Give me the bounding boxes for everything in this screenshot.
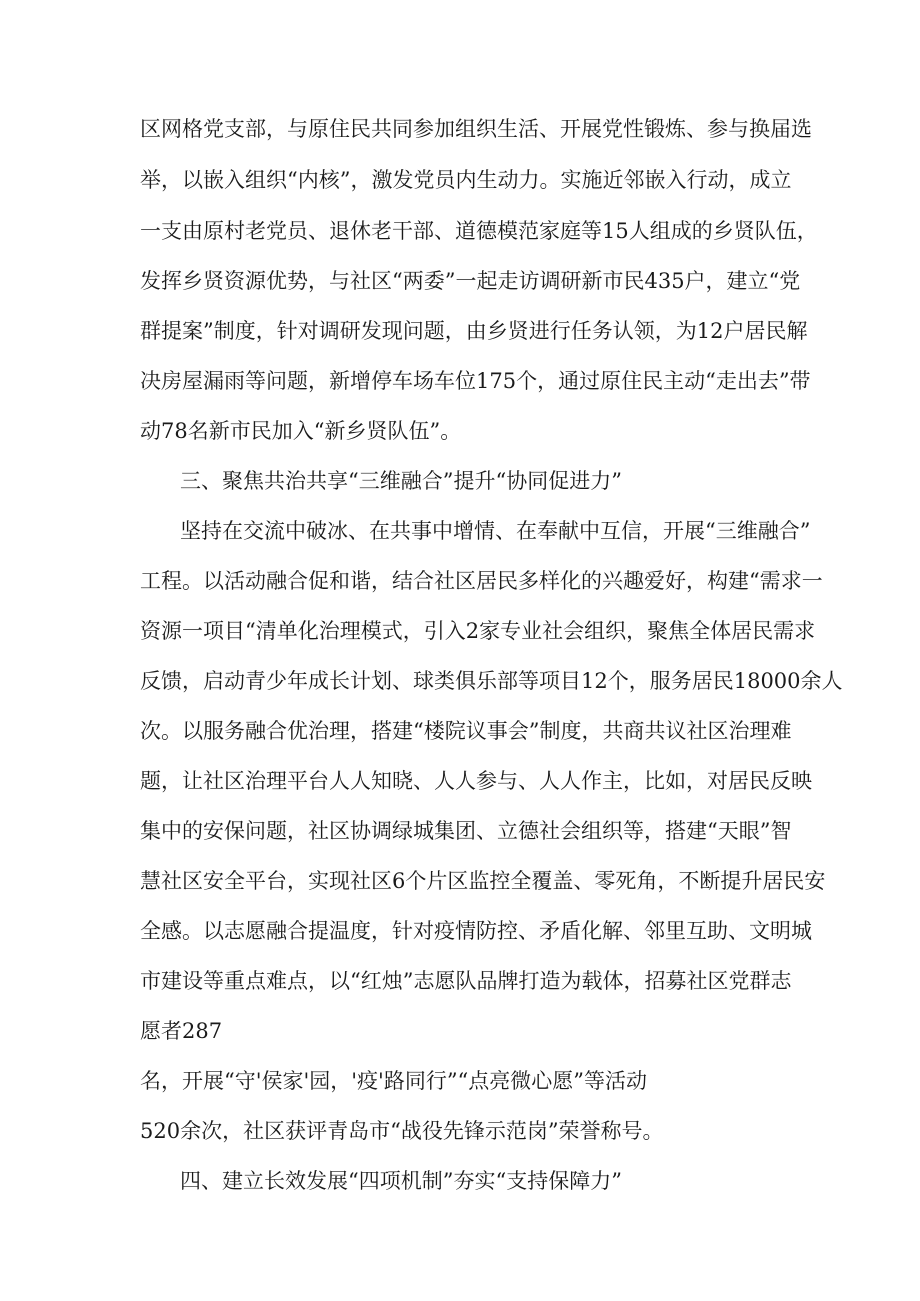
paragraph-line: 愿者287 [140,1019,223,1043]
paragraph-line: 次。以服务融合优治理，搭建“楼院议事会”制度，共商共议社区治理难 [140,719,792,743]
paragraph-line: 工程。以活动融合促和谐，结合社区居民多样化的兴趣爱好，构建“需求一 [140,569,823,593]
paragraph-line: 群提案”制度，针对调研发现问题，由乡贤进行任务认领，为12户居民解 [140,319,808,343]
paragraph-line: 慧社区安全平台，实现社区6个片区监控全覆盖、零死角，不断提升居民安 [140,869,826,893]
paragraph-line: 举，以嵌入组织“内核”，激发党员内生动力。实施近邻嵌入行动，成立 [140,168,792,192]
paragraph-line: 动78名新市民加入“新乡贤队伍”。 [140,419,462,443]
paragraph-line: 一支由原村老党员、退休老干部、道德模范家庭等15人组成的乡贤队伍， [140,219,818,243]
section-heading: 四、建立长效发展“四项机制”夯实“支持保障力” [180,1169,622,1193]
paragraph-line: 市建设等重点难点，以“红烛”志愿队品牌打造为载体，招募社区党群志 [140,969,792,993]
paragraph-line: 发挥乡贤资源优势，与社区“两委”一起走访调研新市民435户，建立“党 [140,269,801,293]
paragraph-line: 题，让社区治理平台人人知晓、人人参与、人人作主，比如，对居民反映 [140,769,812,793]
paragraph-line: 资源一项目“清单化治理模式，引入2家专业社会组织，聚焦全体居民需求 [140,619,816,643]
paragraph-line: 区网格党支部，与原住民共同参加组织生活、开展党性锻炼、参与换届选 [140,117,812,141]
paragraph-line: 反馈，启动青少年成长计划、球类俱乐部等项目12个，服务居民18000余人 [140,669,843,693]
paragraph-line: 坚持在交流中破冰、在共事中增情、在奉献中互信，开展“三维融合” [180,519,811,543]
section-heading: 三、聚焦共治共享“三维融合”提升“协同促进力” [180,469,622,493]
paragraph-line: 全感。以志愿融合提温度，针对疫情防控、矛盾化解、邻里互助、文明城 [140,919,812,943]
paragraph-line: 名，开展“守'侯家'园，'疫'路同行”“点亮微心愿”等活动 [140,1069,648,1093]
paragraph-line: 520余次，社区获评青岛市“战役先锋示范岗”荣誉称号。 [140,1119,664,1143]
paragraph-line: 决房屋漏雨等问题，新增停车场车位175个，通过原住民主动“走出去”带 [140,369,811,393]
paragraph-line: 集中的安保问题，社区协调绿城集团、立德社会组织等，搭建“天眼”智 [140,819,792,843]
